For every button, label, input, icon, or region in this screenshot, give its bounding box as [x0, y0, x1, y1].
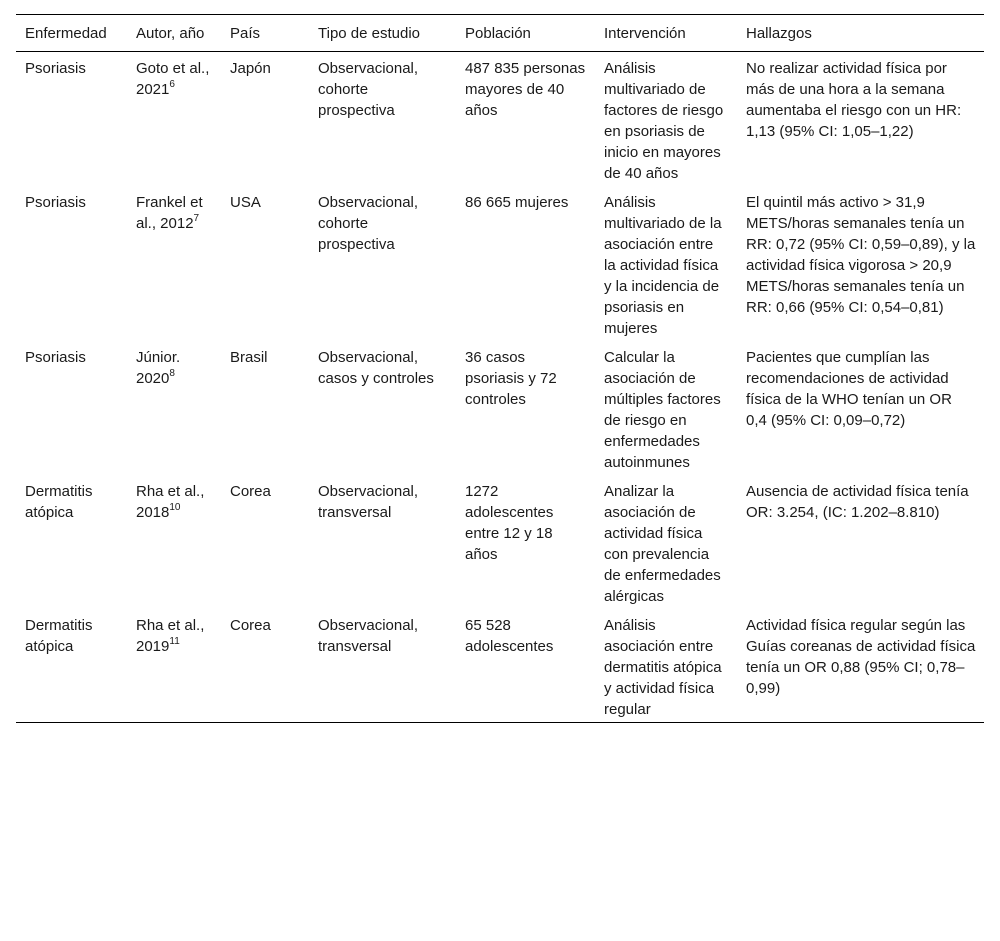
- reference-number: 7: [193, 213, 200, 224]
- cell-autor: [127, 475, 221, 609]
- cell-poblacion: 1272 adolescentes entre 12 y 18 años: [465, 483, 554, 563]
- header-enfermedad: Enfermedad: [25, 25, 107, 42]
- table-row: [16, 609, 984, 723]
- cell-pais: Brasil: [230, 349, 268, 366]
- studies-table: [16, 14, 984, 723]
- cell-enfermedad: Psoriasis: [25, 349, 86, 366]
- cell-tipo: Observacional, cohorte prospectiva: [318, 60, 419, 119]
- cell-poblacion: 487 835 personas mayores de 40 años: [465, 60, 586, 119]
- cell-intervencion: Analizar la asociación de actividad física con prevalencia de enfermedades alérgicas: [604, 483, 721, 605]
- table-row: [16, 186, 984, 341]
- cell-enfermedad: Psoriasis: [25, 194, 86, 211]
- cell-intervencion: Análisis asociación entre dermatitis atópica y actividad física regular: [604, 617, 722, 718]
- author-text: Frankel et al., 2012: [136, 194, 203, 232]
- author-text: Júnior. 2020: [136, 349, 181, 387]
- table-row: [16, 475, 984, 609]
- cell-poblacion: 36 casos psoriasis y 72 controles: [465, 349, 557, 408]
- cell-tipo: Observacional, transversal: [318, 483, 419, 521]
- cell-enfermedad: Psoriasis: [25, 60, 86, 77]
- cell-hallazgos: Ausencia de actividad física tenía OR: 3.254, (IC: 1.202–8.810): [746, 483, 969, 521]
- table-row: [16, 341, 984, 475]
- cell-hallazgos: El quintil más activo > 31,9 METS/horas semanales tenía un RR: 0,72 (95% CI: 0,59–0,89), y la actividad física vigorosa > 20,9 METS/horas semanales tenía un RR: 0,66 (95% CI: 0,54–0,81): [746, 194, 976, 316]
- cell-enfermedad: Dermatitis atópica: [25, 483, 93, 521]
- reference-number: 11: [169, 636, 180, 647]
- reference-number: 10: [169, 502, 181, 513]
- cell-poblacion: 86 665 mujeres: [465, 194, 569, 211]
- cell-pais: Corea: [230, 617, 271, 634]
- cell-hallazgos: Pacientes que cumplían las recomendaciones de actividad física de la WHO tenían un OR 0,4 (95% CI: 0,09–0,72): [746, 349, 952, 429]
- cell-intervencion: Calcular la asociación de múltiples factores de riesgo en enfermedades autoinmunes: [604, 349, 721, 471]
- author-text: Rha et al., 2019: [136, 617, 205, 655]
- cell-autor: [127, 52, 221, 187]
- cell-tipo: Observacional, transversal: [318, 617, 419, 655]
- cell-enfermedad: Dermatitis atópica: [25, 617, 93, 655]
- reference-number: 6: [169, 79, 175, 90]
- cell-autor: [127, 609, 221, 723]
- table-row: [16, 52, 984, 187]
- cell-poblacion: 65 528 adolescentes: [465, 617, 554, 655]
- header-row: [16, 15, 984, 52]
- cell-autor: [127, 341, 221, 475]
- table-container: [16, 14, 984, 723]
- cell-tipo: Observacional, casos y controles: [318, 349, 434, 387]
- cell-hallazgos: Actividad física regular según las Guías coreanas de actividad física tenía un OR 0,88 (95% CI; 0,78–0,99): [746, 617, 976, 697]
- header-tipo: Tipo de estudio: [318, 25, 421, 42]
- cell-autor: [127, 186, 221, 341]
- author-text: Goto et al., 2021: [136, 60, 210, 98]
- header-poblacion: Población: [465, 25, 531, 42]
- cell-pais: Corea: [230, 483, 271, 500]
- reference-number: 8: [169, 368, 175, 379]
- author-text: Rha et al., 2018: [136, 483, 205, 521]
- header-intervencion: Intervención: [604, 25, 686, 42]
- cell-intervencion: Análisis multivariado de la asociación entre la actividad física y la incidencia de psoriasis en mujeres: [604, 194, 722, 337]
- cell-tipo: Observacional, cohorte prospectiva: [318, 194, 419, 253]
- cell-pais: Japón: [230, 60, 271, 77]
- header-hallazgos: Hallazgos: [746, 25, 812, 42]
- cell-hallazgos: No realizar actividad física por más de una hora a la semana aumentaba el riesgo con un HR: 1,13 (95% CI: 1,05–1,22): [746, 60, 962, 140]
- cell-pais: USA: [230, 194, 261, 211]
- cell-intervencion: Análisis multivariado de factores de riesgo en psoriasis de inicio en mayores de 40 años: [604, 60, 724, 182]
- header-autor: Autor, año: [136, 25, 205, 42]
- header-pais: País: [230, 25, 261, 42]
